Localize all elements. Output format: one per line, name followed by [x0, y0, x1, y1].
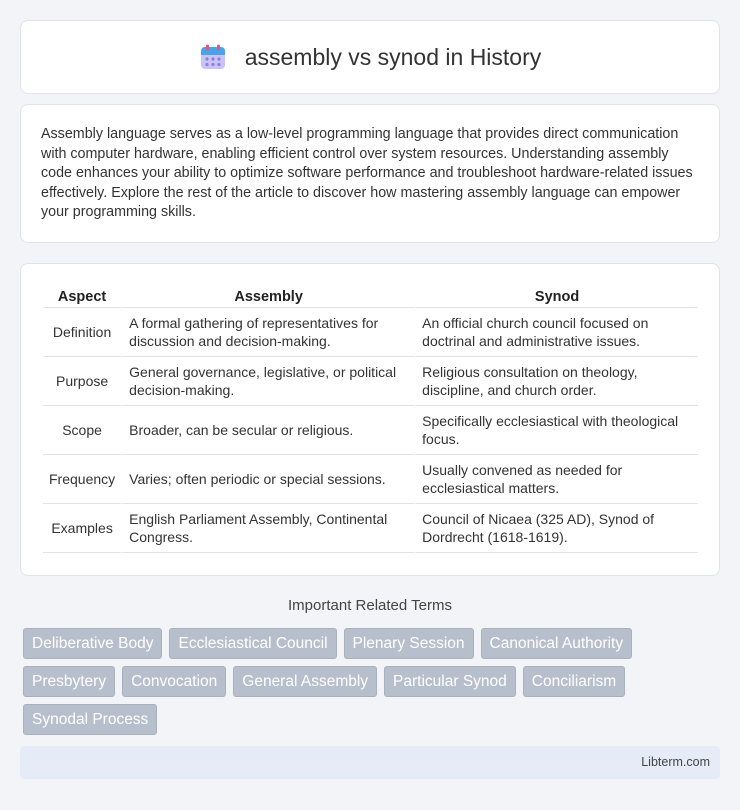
- synod-cell: Usually convened as needed for ecclesiastical matters.: [414, 455, 698, 504]
- related-term-tag[interactable]: Particular Synod: [384, 666, 516, 697]
- table-row: [43, 504, 698, 553]
- aspect-cell: Examples: [43, 504, 121, 553]
- page-title: assembly vs synod in History: [244, 43, 542, 70]
- assembly-cell: Broader, can be secular or religious.: [121, 406, 414, 455]
- assembly-cell: General governance, legislative, or political decision-making.: [121, 357, 414, 406]
- related-term-tag[interactable]: Synodal Process: [23, 704, 157, 735]
- related-term-tag[interactable]: Plenary Session: [344, 628, 474, 659]
- calendar-icon: [199, 43, 227, 71]
- related-terms-list: [23, 628, 723, 735]
- related-term-tag[interactable]: Convocation: [122, 666, 226, 697]
- table-row: [43, 357, 698, 406]
- intro-text: Assembly language serves as a low-level programming language that provides direct communication with computer hardware, enabling efficient control over system resources. Understanding assembly code enhances your ability to optimize software performance and troubleshoot hardware-related issues effectively. Explore the rest of the article to discover how mastering assembly language can empower your programming skills.: [41, 126, 693, 220]
- aspect-cell: Scope: [43, 406, 121, 455]
- assembly-cell: Varies; often periodic or special sessions.: [121, 455, 414, 504]
- header-synod: Synod: [414, 286, 698, 308]
- synod-cell: An official church council focused on doctrinal and administrative issues.: [414, 308, 698, 357]
- header: [199, 43, 542, 71]
- assembly-cell: A formal gathering of representatives for discussion and decision-making.: [121, 308, 414, 357]
- footer-site-link[interactable]: Libterm.com: [641, 755, 710, 769]
- synod-cell: Religious consultation on theology, discipline, and church order.: [414, 357, 698, 406]
- header-assembly: Assembly: [121, 286, 414, 308]
- aspect-cell: Frequency: [43, 455, 121, 504]
- related-terms-title: Important Related Terms: [288, 597, 452, 614]
- related-term-tag[interactable]: Conciliarism: [523, 666, 625, 697]
- synod-cell: Specifically ecclesiastical with theological focus.: [414, 406, 698, 455]
- synod-cell: Council of Nicaea (325 AD), Synod of Dordrecht (1618-1619).: [414, 504, 698, 553]
- related-term-tag[interactable]: Presbytery: [23, 666, 115, 697]
- related-term-tag[interactable]: Ecclesiastical Council: [169, 628, 336, 659]
- comparison-card: [20, 263, 720, 576]
- related-term-tag[interactable]: General Assembly: [233, 666, 377, 697]
- comparison-table: [43, 286, 698, 553]
- header-aspect: Aspect: [43, 286, 121, 308]
- table-row: [43, 455, 698, 504]
- footer: [20, 746, 720, 779]
- aspect-cell: Definition: [43, 308, 121, 357]
- header-card: [20, 20, 720, 94]
- related-term-tag[interactable]: Deliberative Body: [23, 628, 162, 659]
- related-term-tag[interactable]: Canonical Authority: [481, 628, 633, 659]
- intro-card: [20, 104, 720, 243]
- table-row: [43, 308, 698, 357]
- assembly-cell: English Parliament Assembly, Continental Congress.: [121, 504, 414, 553]
- table-row: [43, 406, 698, 455]
- table-header-row: [43, 286, 698, 308]
- aspect-cell: Purpose: [43, 357, 121, 406]
